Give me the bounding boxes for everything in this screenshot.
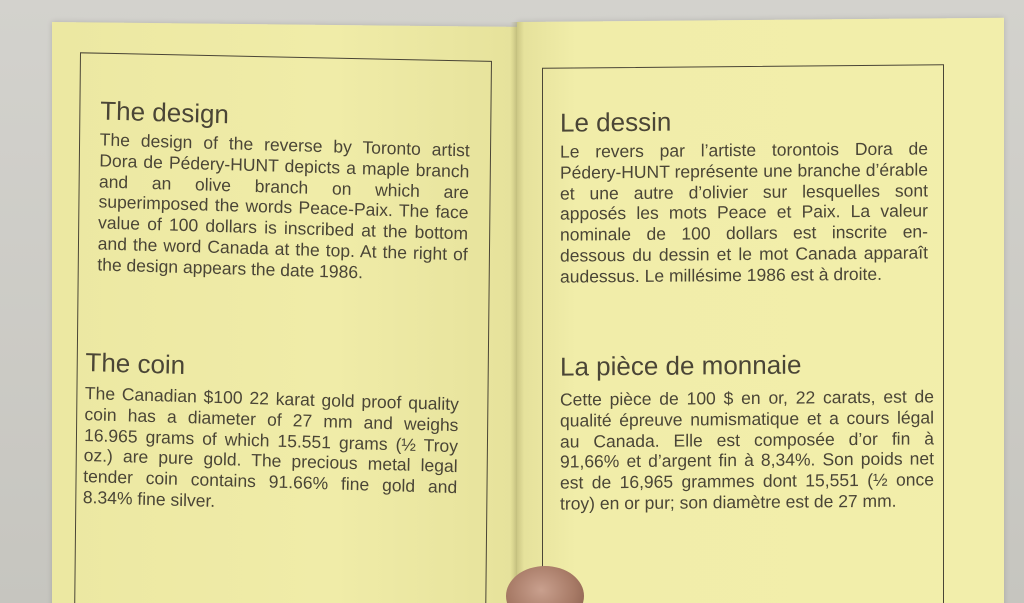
design-body-en: The design of the reverse by Toronto artist Dora de Pédery-HUNT depicts a maple branch and an olive branch on which are superimposed the words Peace-Paix. The face value of 100 dollars is inscribed at the bottom and the word Canada at the top. At the right of the design appears the date 1986. [97,129,470,283]
design-body-fr: Le revers par l’artiste torontois Dora de Pédery-HUNT représente une branche d’érable et une autre d’olivier sur lesquelles sont apposés les mots Peace et Paix. La valeur nominale de 100 dollars est inscrite en-dessous du dessin et le mot Canada apparaît audessus. Le millésime 1986 est à droite. [560,138,928,287]
left-page [52,22,517,603]
certificate-booklet [52,22,1004,603]
design-heading-fr: Le dessin [560,106,672,138]
coin-heading-fr: La pièce de monnaie [560,349,802,382]
left-text-block [52,22,517,511]
coin-body-fr: Cette pièce de 100 $ en or, 22 carats, est de qualité épreuve numismatique et a cours légal au Canada. Elle est composée d’or fin à 91,66% et d’argent fin à 8,34%. Son poids net est de 16,965 grammes dont 15,551 (½ once troy) en or pur; son diamètre est de 27 mm. [560,386,934,514]
booklet-fold [510,22,524,603]
coin-heading-en: The coin [85,347,186,381]
coin-body-en: The Canadian $100 22 karat gold proof quality coin has a diameter of 27 mm and weighs 16.965 grams of which 15.551 grams (½ Troy oz.) are pure gold. The precious metal legal tender coin contains 91.66% fine gold and 8.34% fine silver. [82,383,460,511]
design-heading-en: The design [100,95,230,130]
right-page [517,18,1004,603]
